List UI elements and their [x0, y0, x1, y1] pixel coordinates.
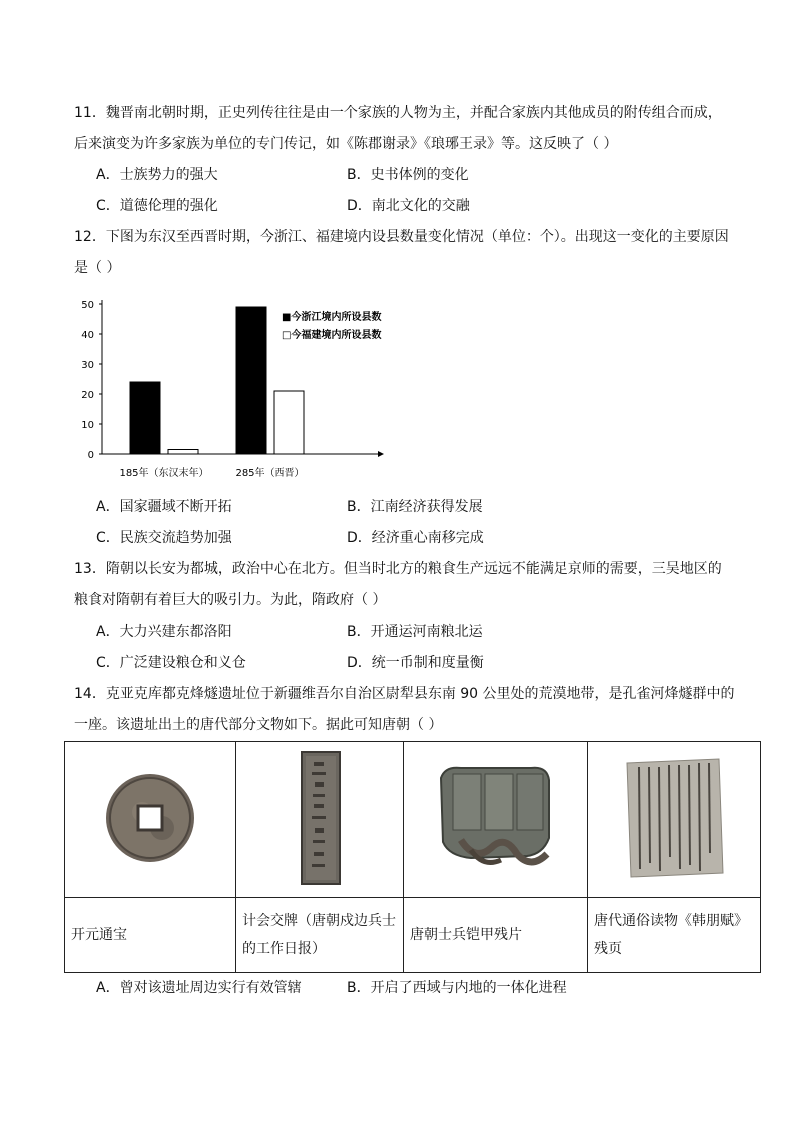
- coin-image-cell: [65, 742, 236, 898]
- caption-manuscript-line1: 唐代通俗读物《韩朋赋》: [594, 913, 748, 929]
- caption-manuscript-line2: 残页: [594, 941, 622, 957]
- x-category-label: 285年（西晋）: [235, 468, 305, 479]
- kaiyuan-coin-image: [100, 768, 200, 868]
- q14-option-b: B．开启了西域与内地的一体化进程: [347, 980, 567, 996]
- q11-option-a: A．士族势力的强大: [96, 167, 218, 183]
- manuscript-page-image: [619, 753, 729, 883]
- q13-option-d: D．统一币制和度量衡: [347, 655, 484, 671]
- q12-option-a: A．国家疆域不断开拓: [96, 499, 232, 515]
- chart-y-ticks: [81, 300, 102, 461]
- county-count-bar-chart: [70, 290, 390, 490]
- x-category-label: 185年（东汉末年）: [119, 468, 209, 479]
- manuscript-image-cell: [588, 742, 761, 898]
- q11-stem-line2: 后来演变为许多家族为单位的专门传记，如《陈郡谢录》《琅琊王录》等。这反映了（ ）: [74, 136, 618, 152]
- caption-cell-coin: [65, 898, 236, 973]
- y-tick-label: 40: [81, 330, 94, 341]
- chart-legend: [282, 310, 381, 341]
- q11-stem-line1: 11．魏晋南北朝时期，正史列传往往是由一个家族的人物为主，并配合家族内其他成员的附传组合而成，: [74, 105, 722, 121]
- q13-option-c: C．广泛建设粮仓和义仓: [96, 655, 246, 671]
- q12-stem-line2: 是（ ）: [74, 260, 121, 276]
- x-axis-arrow: [378, 451, 384, 457]
- q14-stem-line1: 14．克亚克库都克烽燧遗址位于新疆维吾尔自治区尉犁县东南 90 公里处的荒漠地带，是孔雀河烽燧群中的: [74, 686, 735, 702]
- bar-zhejiang-1: [236, 307, 266, 454]
- y-tick-label: 10: [81, 420, 94, 431]
- y-tick-label: 0: [87, 450, 94, 461]
- q13-stem-line2: 粮食对隋朝有着巨大的吸引力。为此，隋政府（ ）: [74, 592, 387, 608]
- caption-armor-line1: 唐朝士兵铠甲残片: [410, 927, 522, 943]
- chart-x-labels: [119, 466, 304, 479]
- armor-fragment-image: [431, 758, 561, 878]
- tally-image-cell: [236, 742, 404, 898]
- bar-zhejiang-0: [130, 382, 160, 454]
- armor-image-cell: [404, 742, 588, 898]
- q11-option-c: C．道德伦理的强化: [96, 198, 218, 214]
- artifact-table: [64, 741, 761, 973]
- caption-tally-line2: 的工作日报）: [242, 941, 326, 957]
- y-tick-label: 30: [81, 360, 94, 371]
- q14-stem-line2: 一座。该遗址出土的唐代部分文物如下。据此可知唐朝（ ）: [74, 717, 443, 733]
- q13-option-b: B．开通运河南粮北运: [347, 624, 483, 640]
- q11-option-b: B．史书体例的变化: [347, 167, 469, 183]
- q12-option-b: B．江南经济获得发展: [347, 499, 483, 515]
- q11-option-d: D．南北文化的交融: [347, 198, 470, 214]
- bar-fujian-1: [274, 391, 304, 454]
- chart-bars: [130, 307, 304, 454]
- q13-option-a: A．大力兴建东都洛阳: [96, 624, 232, 640]
- caption-cell-tally: [236, 898, 404, 973]
- q12-option-c: C．民族交流趋势加强: [96, 530, 232, 546]
- wooden-tally-image: [290, 748, 350, 888]
- y-tick-label: 20: [81, 390, 94, 401]
- caption-cell-manuscript: [588, 898, 761, 973]
- caption-coin-line1: 开元通宝: [71, 927, 127, 943]
- q12-option-d: D．经济重心南移完成: [347, 530, 484, 546]
- legend-entry: □今福建境内所设县数: [282, 330, 382, 341]
- bar-fujian-0: [168, 450, 198, 455]
- caption-tally-line1: 计会交牌（唐朝戍边兵士: [242, 913, 396, 929]
- legend-entry: ■今浙江境内所设县数: [282, 312, 382, 323]
- caption-cell-armor: [404, 898, 588, 973]
- y-tick-label: 50: [81, 300, 94, 311]
- q12-stem-line1: 12．下图为东汉至西晋时期，今浙江、福建境内设县数量变化情况（单位：个）。出现这一变化的主要原因: [74, 229, 729, 245]
- q14-option-a: A．曾对该遗址周边实行有效管辖: [96, 980, 302, 996]
- q13-stem-line1: 13．隋朝以长安为都城，政治中心在北方。但当时北方的粮食生产远远不能满足京师的需要，三吴地区的: [74, 561, 722, 577]
